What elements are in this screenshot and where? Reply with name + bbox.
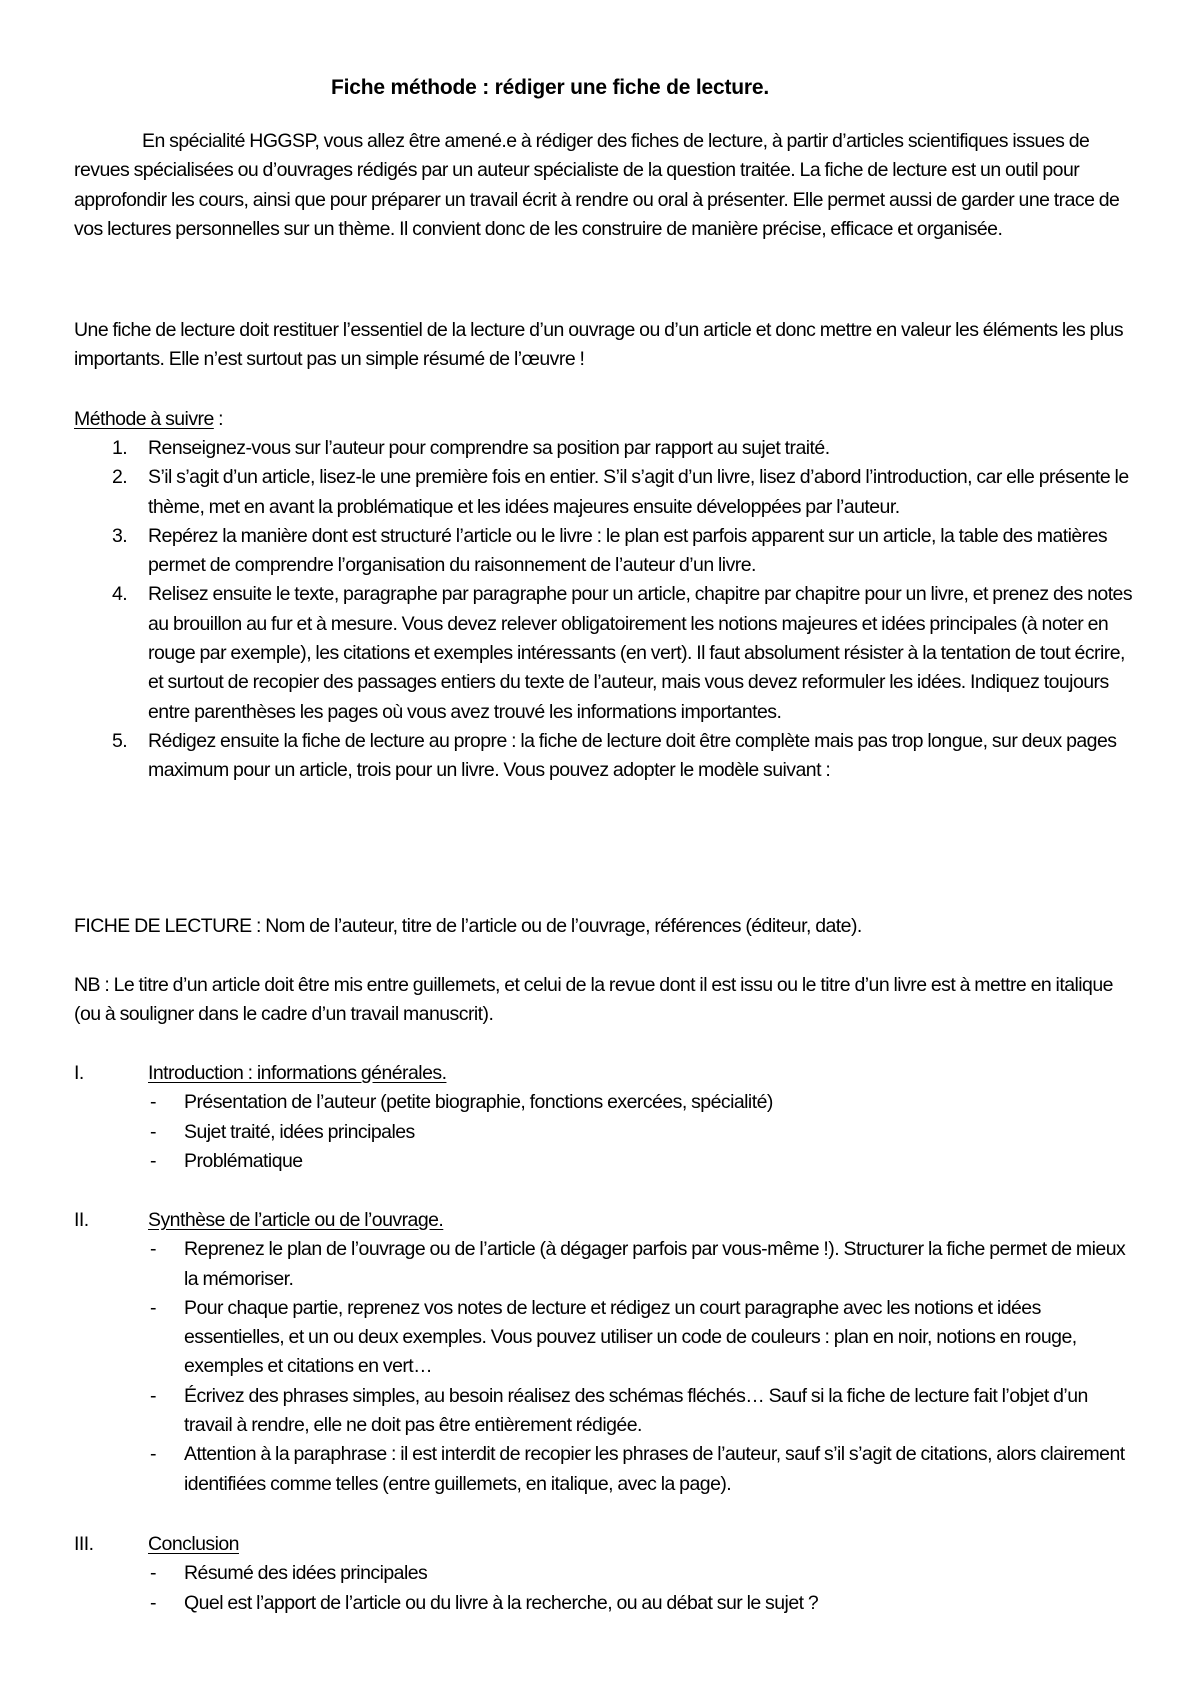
section-title: Introduction : informations générales. (148, 1062, 447, 1084)
bullet-item (74, 1147, 1134, 1176)
section-number: I. (74, 1062, 84, 1084)
bullet-text: Problématique (184, 1149, 303, 1172)
bullet-dash: - (150, 1120, 156, 1143)
section-bullet-list (74, 1088, 1134, 1176)
bullet-item (74, 1088, 1134, 1117)
section-number: II. (74, 1209, 89, 1231)
step-number: 2. (112, 466, 128, 489)
bullet-text: Écrivez des phrases simples, au besoin réalisez des schémas fléchés… Sauf si la fiche de lecture fait l’objet d’un travail à rendre, elle ne doit pas être entièrement rédigée. (184, 1384, 1088, 1437)
step-number: 4. (112, 583, 128, 606)
bullet-dash: - (150, 1591, 156, 1614)
method-heading-suffix: : (213, 408, 224, 430)
bullet-dash: - (150, 1149, 156, 1172)
method-heading-line (74, 405, 1134, 434)
section-title: Conclusion (148, 1533, 239, 1555)
step-text: S’il s’agit d’un article, lisez-le une première fois en entier. S’il s’agit d’un livre, lisez d’abord l’introduction, car elle présente le thème, met en avant la problématique et les idées majeures ensuite développées par l’auteur. (148, 466, 1129, 518)
bullet-text: Résumé des idées principales (184, 1562, 428, 1585)
document-title: Fiche méthode : rédiger une fiche de lecture. (331, 76, 769, 99)
method-steps-list (74, 434, 1134, 786)
intro-paragraph-text: En spécialité HGGSP, vous allez être amené.e à rédiger des fiches de lecture, à partir d’articles scientifiques issues de revues spécialisées ou d’ouvrages rédigés par un auteur spécialiste de la question traitée. La fiche de lecture est un outil pour approfondir les cours, ainsi que pour préparer un travail écrit à rendre ou oral à présenter. Elle permet aussi de garder une trace de vos lectures personnelles sur un thème. Il convient donc de les construire de manière précise, efficace et organisée. (74, 130, 1120, 240)
method-heading: Méthode à suivre (74, 408, 214, 430)
bullet-text: Reprenez le plan de l’ouvrage ou de l’article (à dégager parfois par vous-même !). Structurer la fiche permet de mieux la mémoriser. (184, 1238, 1126, 1290)
step-number: 1. (112, 437, 128, 459)
section-title: Synthèse de l’article ou de l’ouvrage. (148, 1209, 444, 1231)
bullet-dash: - (150, 1562, 156, 1585)
step-text: Rédigez ensuite la fiche de lecture au propre : la fiche de lecture doit être complète mais pas trop longue, sur deux pages maximum pour un article, trois pour un livre. Vous pouvez adopter le modèle suivant : (148, 729, 1117, 782)
bullet-dash: - (150, 1384, 156, 1407)
method-step (74, 463, 1134, 522)
step-text: Repérez la manière dont est structuré l’article ou le livre : le plan est parfois apparent sur un article, la table des matières permet de comprendre l’organisation du raisonnement de l’auteur d’un livre. (148, 524, 1108, 577)
section-conclusion (74, 1530, 1134, 1618)
bullet-item (74, 1294, 1134, 1382)
bullet-dash: - (150, 1296, 156, 1319)
bullet-dash: - (150, 1091, 156, 1114)
bullet-text: Pour chaque partie, reprenez vos notes de lecture et rédigez un court paragraphe avec les notions et idées essentielles, et un ou deux exemples. Vous pouvez utiliser un code de couleurs : plan en noir, notions en rouge, exemples et citations en vert… (184, 1296, 1077, 1378)
bullet-item (74, 1382, 1134, 1441)
section-bullet-list (74, 1559, 1134, 1618)
bullet-item (74, 1118, 1134, 1147)
section-number: III. (74, 1533, 94, 1555)
bullet-item (74, 1559, 1134, 1588)
bullet-item (74, 1589, 1134, 1618)
section-introduction (74, 1059, 1134, 1176)
section-synthese (74, 1206, 1134, 1499)
second-paragraph: Une fiche de lecture doit restituer l’essentiel de la lecture d’un ouvrage ou d’un article et donc mettre en valeur les éléments les plus importants. Elle n’est surtout pas un simple résumé de l’œuvre ! (74, 319, 1124, 371)
step-number: 3. (112, 524, 128, 547)
step-text: Renseignez-vous sur l’auteur pour comprendre sa position par rapport au sujet traité. (148, 437, 830, 459)
step-text: Relisez ensuite le texte, paragraphe par paragraphe pour un article, chapitre par chapitre pour un livre, et prenez des notes au brouillon au fur et à mesure. Vous devez relever obligatoirement les notions majeures et idées principales (à noter en rouge par exemple), les citations et exemples intéressants (en vert). Il faut absolument résister à la tentation de tout écrire, et surtout de recopier des passages entiers du texte de l’auteur, mais vous devez reformuler les idées. Indiquez toujours entre parenthèses les pages où vous avez trouvé les informations importantes. (148, 583, 1133, 723)
fiche-de-lecture-line: FICHE DE LECTURE : Nom de l’auteur, titre de l’article ou de l’ouvrage, références (éditeur, date). (74, 915, 862, 937)
step-number: 5. (112, 729, 128, 752)
intro-paragraph (74, 127, 1134, 244)
bullet-text: Quel est l’apport de l’article ou du livre à la recherche, ou au débat sur le sujet ? (184, 1591, 819, 1614)
method-step (74, 727, 1134, 786)
method-step (74, 580, 1134, 726)
bullet-text: Attention à la paraphrase : il est interdit de recopier les phrases de l’auteur, sauf s’il s’agit de citations, alors clairement identifiées comme telles (entre guillemets, en italique, avec la page). (184, 1443, 1125, 1495)
bullet-dash: - (150, 1443, 156, 1466)
bullet-item (74, 1235, 1134, 1294)
bullet-item (74, 1440, 1134, 1499)
bullet-text: Présentation de l’auteur (petite biographie, fonctions exercées, spécialité) (184, 1091, 773, 1114)
nb-paragraph: NB : Le titre d’un article doit être mis entre guillemets, et celui de la revue dont il est issu ou le titre d’un livre est à mettre en italique (ou à souligner dans le cadre d’un travail manuscrit). (74, 974, 1113, 1026)
bullet-text: Sujet traité, idées principales (184, 1120, 415, 1143)
bullet-dash: - (150, 1238, 156, 1261)
method-step (74, 522, 1134, 581)
method-step (74, 434, 1134, 463)
section-bullet-list (74, 1235, 1134, 1499)
